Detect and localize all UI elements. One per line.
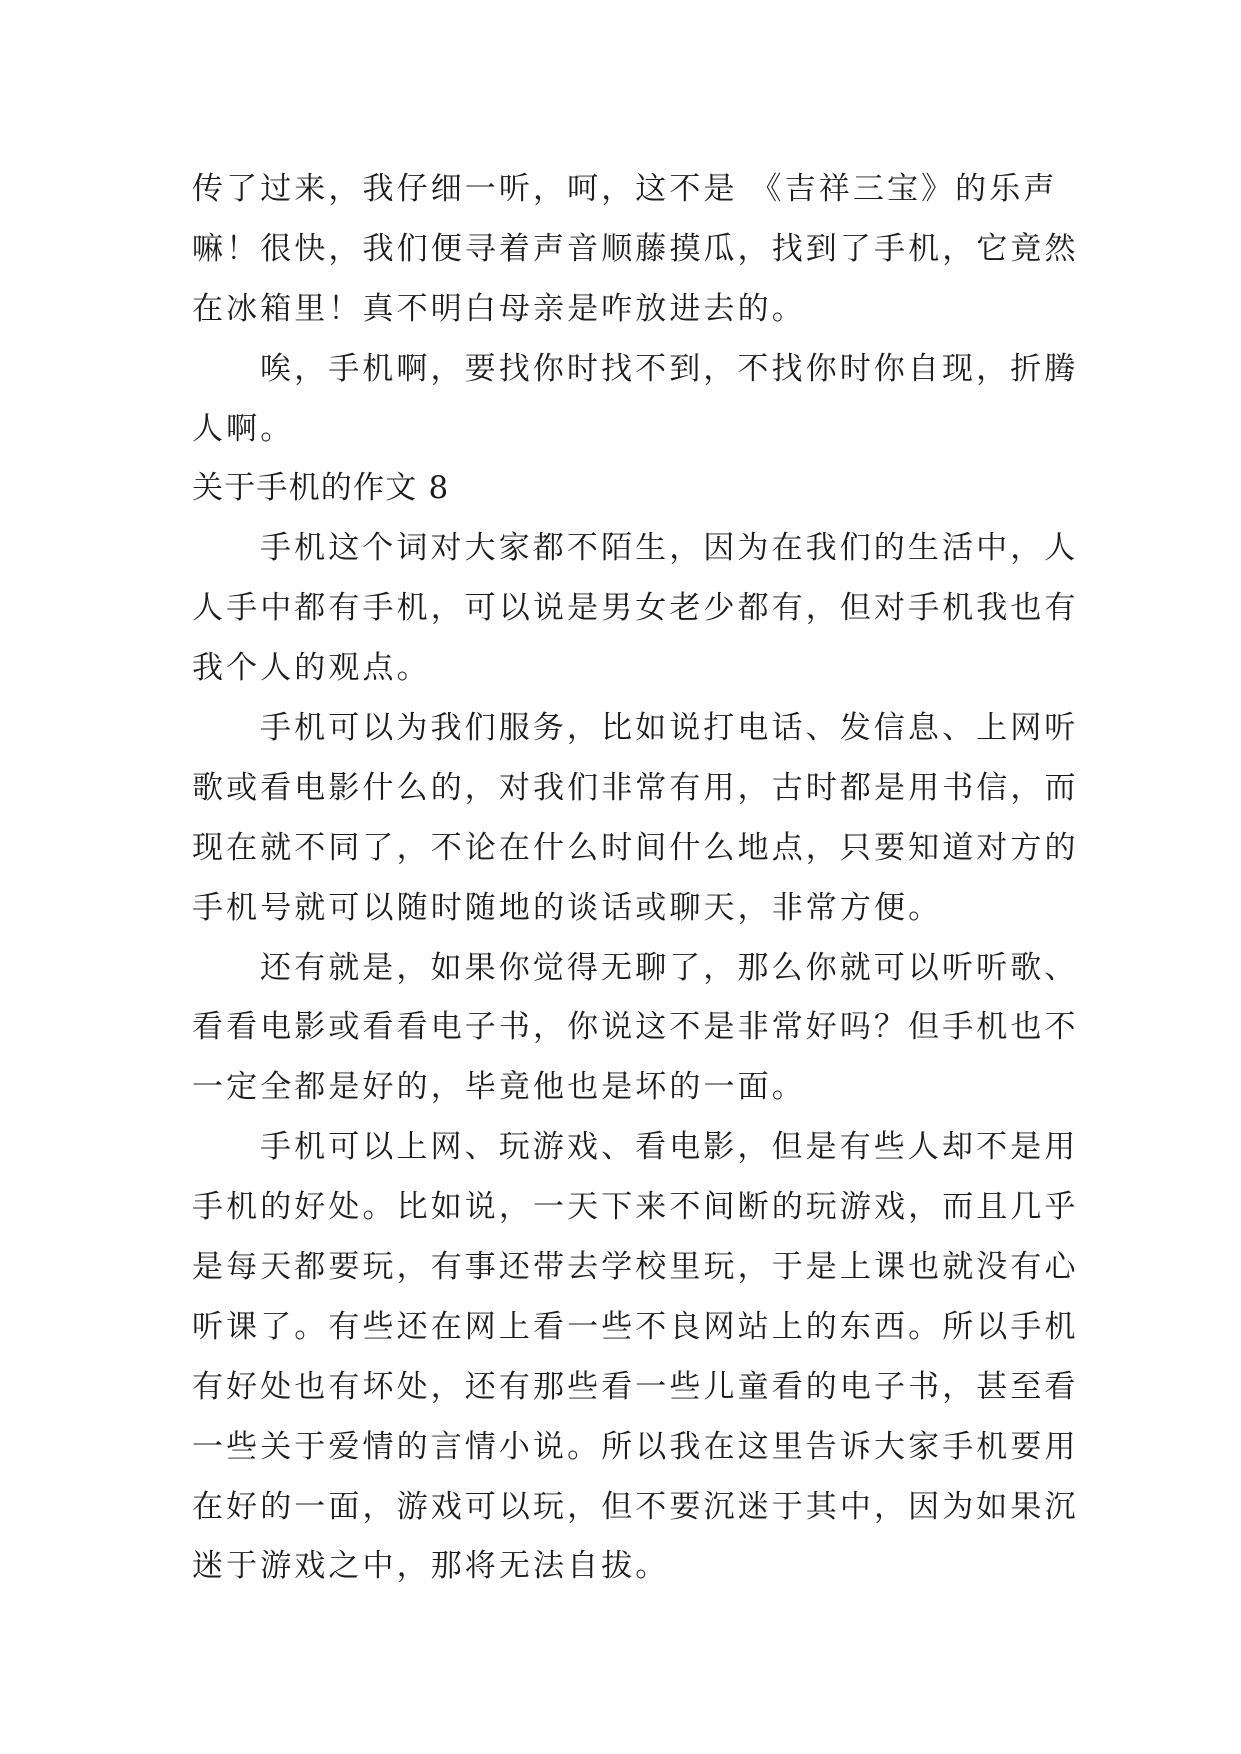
text-line: 我个人的观点。 [192,650,431,687]
text-line: 手机的好处。比如说，一天下来不间断的玩游戏，而且几乎 [192,1189,1079,1226]
text-line: 人手中都有手机，可以说是男女老少都有，但对手机我也有 [192,590,1079,627]
text-line: 看看电影或看看电子书，你说这不是非常好吗？但手机也不 [192,1009,1079,1046]
paragraph-first-line: 还有就是，如果你觉得无聊了，那么你就可以听听歌、 [260,949,1079,986]
text-line: 人啊。 [192,410,295,447]
document-body [192,160,1079,1597]
text-line: 现在就不同了，不论在什么时间什么地点，只要知道对方的 [192,829,1079,866]
text-line: 在好的一面，游戏可以玩，但不要沉迷于其中，因为如果沉 [192,1488,1079,1525]
text-line: 传了过来，我仔细一听，呵，这不是 《吉祥三宝》的乐声 [192,171,1058,207]
text-line: 迷于游戏之中，那将无法自拔。 [192,1548,670,1585]
text-line: 歌或看电影什么的，对我们非常有用，古时都是用书信，而 [192,769,1079,806]
text-line: 有好处也有坏处，还有那些看一些儿童看的电子书，甚至看 [192,1368,1079,1405]
paragraph-first-line: 手机可以为我们服务，比如说打电话、发信息、上网听 [260,710,1079,747]
text-line: 一些关于爱情的言情小说。所以我在这里告诉大家手机要用 [192,1428,1079,1465]
text-line: 在冰箱里！真不明白母亲是咋放进去的。 [192,290,806,327]
text-line: 一定全都是好的，毕竟他也是坏的一面。 [192,1069,806,1106]
section-heading: 关于手机的作文 8 [192,470,450,507]
text-line: 嘛！很快，我们便寻着声音顺藤摸瓜，找到了手机，它竟然 [192,230,1079,267]
paragraph-first-line: 手机可以上网、玩游戏、看电影，但是有些人却不是用 [260,1129,1079,1166]
text-line: 手机号就可以随时随地的谈话或聊天，非常方便。 [192,889,943,926]
paragraph-first-line: 手机这个词对大家都不陌生，因为在我们的生活中，人 [260,530,1079,567]
paragraph-first-line: 唉，手机啊，要找你时找不到，不找你时你自现，折腾 [260,350,1079,387]
text-line: 是每天都要玩，有事还带去学校里玩，于是上课也就没有心 [192,1249,1079,1286]
text-line: 听课了。有些还在网上看一些不良网站上的东西。所以手机 [192,1308,1079,1345]
